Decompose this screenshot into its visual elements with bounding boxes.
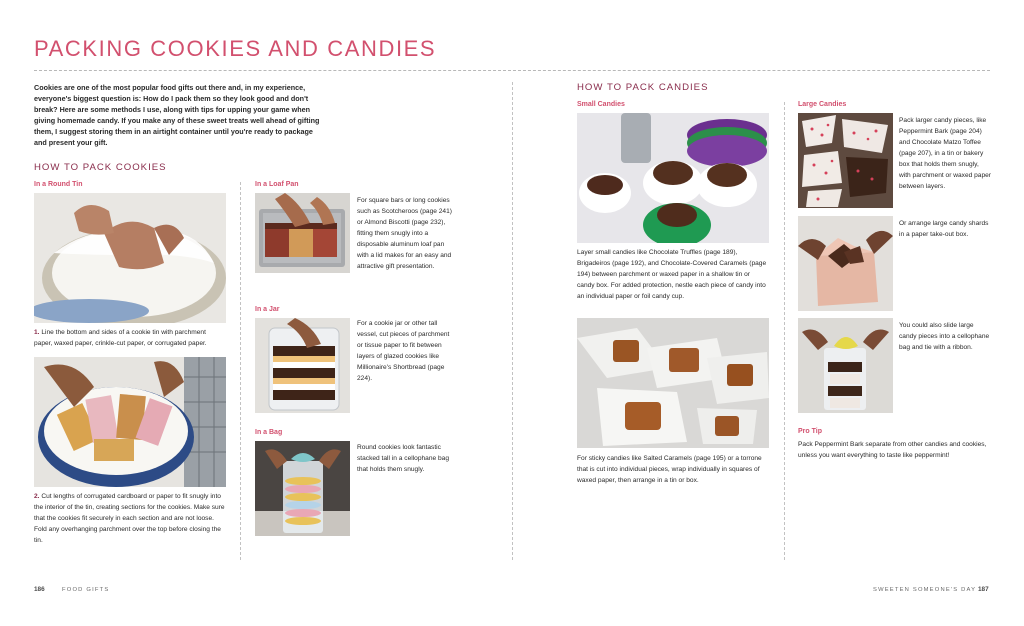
round-tin-step-2 (34, 491, 226, 546)
cellophane-bag-photo (798, 318, 893, 413)
pro-tip-label: Pro Tip (798, 428, 822, 435)
small-candies-label: Small Candies (577, 101, 625, 108)
large-candies-text-2: Or arrange large candy shards in a paper take-out box. (899, 220, 989, 238)
intro-paragraph: Cookies are one of the most popular food gifts out there and, in my experience, everyone's biggest question is: How do I pack them so they look good and don't break? Here are some methods I use, along with tips for upping your game when giving homemade candy. If you make any of these sweet treats well ahead of gifting them, I suggest storing them in an airtight container until you're ready to package and present your gift. (34, 83, 320, 147)
jar-photo (255, 318, 350, 413)
small-candies-text-2: For sticky candies like Salted Caramels (page 195) or a torrone that is cut into individual pieces, wrap individually in squares of waxed paper, then arrange in a tin or box. (577, 455, 762, 484)
bag-label: In a Bag (255, 429, 283, 436)
pro-tip-text: Pack Peppermint Bark separate from other candies and cookies, unless you want everything to taste like peppermint! (798, 441, 987, 459)
small-candies-photo (577, 113, 769, 243)
step-1-text: Line the bottom and sides of a cookie tin with parchment paper, waxed paper, crinkle-cut paper, or corrugated paper. (34, 329, 207, 347)
left-page-number: 186 (34, 586, 45, 593)
takeout-box-photo (798, 216, 893, 311)
peppermint-bark-photo (798, 113, 893, 208)
jar-text: For a cookie jar or other tall vessel, cut pieces of parchment or tissue paper to fit between layers of glazed cookies like Millionaire's Shortbread (page 224). (357, 320, 450, 382)
large-candies-label: Large Candies (798, 101, 847, 108)
column-divider-left (240, 182, 241, 560)
cookies-heading: HOW TO PACK COOKIES (34, 162, 167, 173)
right-running-footer: SWEETEN SOMEONE'S DAY (873, 587, 977, 593)
round-tin-step-1 (34, 327, 226, 349)
loaf-pan-text: For square bars or long cookies such as Scotcheroos (page 241) or Almond Biscotti (page 232), fitting them snugly into a disposable aluminum loaf pan with a lid makes for an easy and attractive gift presentation. (357, 197, 452, 270)
round-tin-label: In a Round Tin (34, 181, 83, 188)
left-running-footer: FOOD GIFTS (62, 587, 110, 593)
loaf-pan-label: In a Loaf Pan (255, 181, 299, 188)
large-candies-text-3: You could also slide large candy pieces into a cellophane bag and tie with a ribbon. (899, 322, 990, 351)
step-2-text: Cut lengths of corrugated cardboard or paper to fit snugly into the interior of the tin, creating sections for the cookies. Make sure that the cookies fit securely in each section and are not loose. Fold any overhanging parchment over the top before closing the tin. (34, 493, 225, 544)
bag-text: Round cookies look fantastic stacked tall in a cellophane bag that holds them snugly. (357, 444, 450, 473)
page-gutter (512, 82, 513, 560)
wrapped-caramels-photo (577, 318, 769, 448)
large-candies-text-1: Pack larger candy pieces, like Peppermint Bark (page 204) and Chocolate Matzo Toffee (page 207), in a tin or bakery box that holds them snugly, with parchment or waxed paper between layers. (899, 117, 991, 190)
right-page-number: 187 (978, 586, 989, 593)
step-2-number: 2. (34, 493, 40, 500)
small-candies-text-1: Layer small candies like Chocolate Truffles (page 189), Brigadeiros (page 192), and Chocolate-Covered Caramels (page 194) between parchment or waxed paper in a shallow tin or candy box. For added protection, nestle each piece of candy into an individual paper or foil candy cup. (577, 249, 767, 300)
step-1-number: 1. (34, 329, 40, 336)
jar-label: In a Jar (255, 306, 280, 313)
round-tin-lining-photo (34, 193, 226, 323)
page-title: PACKING COOKIES AND CANDIES (34, 36, 437, 61)
column-divider-right (784, 102, 785, 560)
bag-photo (255, 441, 350, 536)
loaf-pan-photo (255, 193, 350, 273)
title-divider (34, 70, 990, 71)
candies-heading: HOW TO PACK CANDIES (577, 82, 709, 93)
round-tin-filled-photo (34, 357, 226, 487)
